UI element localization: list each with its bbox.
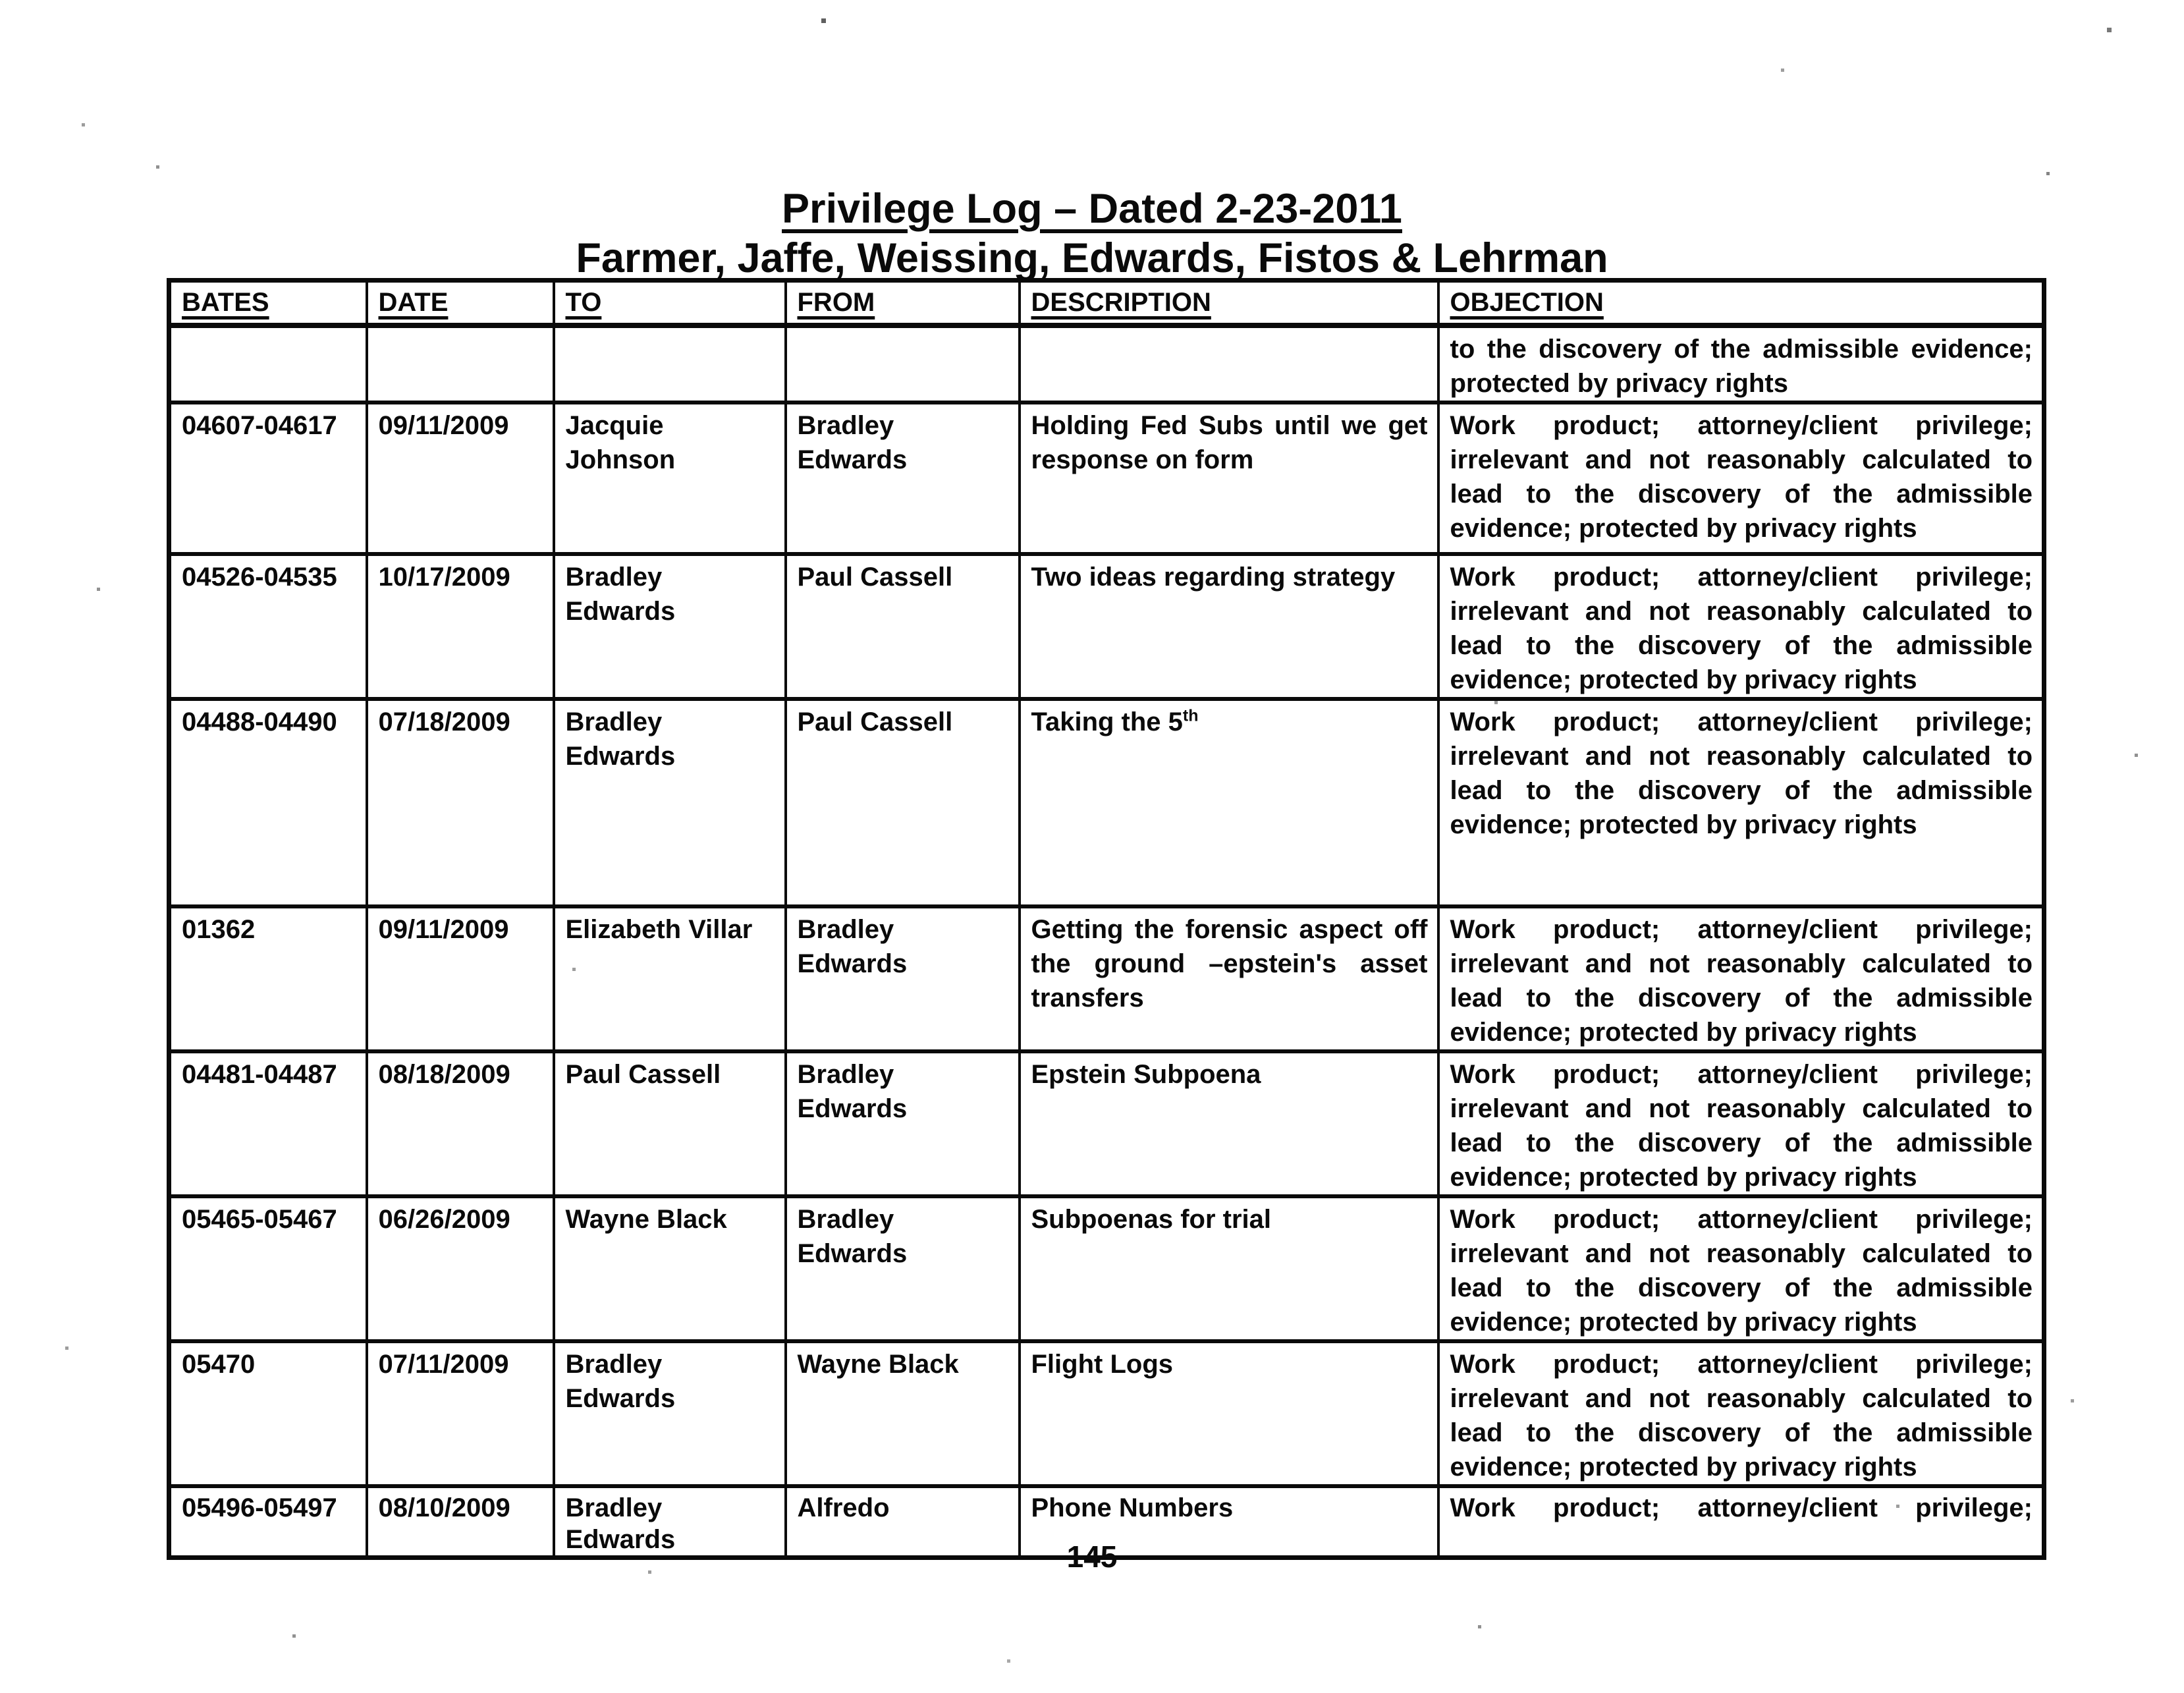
page-subtitle: Farmer, Jaffe, Weissing, Edwards, Fistos & Lehrman <box>576 235 1608 281</box>
cell-bates: 04488-04490 <box>169 699 367 906</box>
page-number: 145 <box>1066 1540 1118 1574</box>
cell-to: Bradley Edwards <box>554 1341 786 1486</box>
cell-from: Paul Cassell <box>786 699 1020 906</box>
header-row <box>169 281 2044 326</box>
table-row <box>169 1341 2044 1486</box>
cell-objection: to the discovery of the admissible evidence; protected by privacy rights <box>1438 325 2044 402</box>
cell-date: 06/26/2009 <box>367 1196 554 1341</box>
cell-objection: Work product; attorney/client privilege; irrelevant and not reasonably calculated to lead to the discovery of the admissible evidence; protected by privacy rights <box>1438 1196 2044 1341</box>
cell-objection: Work product; attorney/client privilege; irrelevant and not reasonably calculated to lead to the discovery of the admissible evidence; protected by privacy rights <box>1438 1051 2044 1196</box>
cell-description: Phone Numbers <box>1020 1486 1438 1558</box>
cell-to: Elizabeth Villar <box>554 906 786 1051</box>
cell-objection: Work product; attorney/client privilege; irrelevant and not reasonably calculated to lead to the discovery of the admissible evidence; protected by privacy rights <box>1438 402 2044 554</box>
cell-date: 07/18/2009 <box>367 699 554 906</box>
column-header-bates: BATES <box>169 281 367 326</box>
table-row <box>169 402 2044 554</box>
table-row <box>169 906 2044 1051</box>
table-row <box>169 699 2044 906</box>
cell-bates: 04607-04617 <box>169 402 367 554</box>
cell-from: Bradley Edwards <box>786 1051 1020 1196</box>
column-header-date: DATE <box>367 281 554 326</box>
cell-objection: Work product; attorney/client privilege; irrelevant and not reasonably calculated to lead to the discovery of the admissible evidence; protected by privacy rights <box>1438 1341 2044 1486</box>
cell-bates: 05465-05467 <box>169 1196 367 1341</box>
cell-description: Subpoenas for trial <box>1020 1196 1438 1341</box>
cell-objection: Work product; attorney/client privilege; irrelevant and not reasonably calculated to lead to the discovery of the admissible evidence; protected by privacy rights <box>1438 906 2044 1051</box>
cell-objection: Work product; attorney/client privilege; irrelevant and not reasonably calculated to lead to the discovery of the admissible evidence; protected by privacy rights <box>1438 554 2044 699</box>
cell-from <box>786 325 1020 402</box>
column-header-to: TO <box>554 281 786 326</box>
table-row <box>169 1196 2044 1341</box>
table-row <box>169 325 2044 402</box>
cell-description: Flight Logs <box>1020 1341 1438 1486</box>
cell-from: Bradley Edwards <box>786 402 1020 554</box>
column-header-from: FROM <box>786 281 1020 326</box>
cell-from: Bradley Edwards <box>786 906 1020 1051</box>
cell-description: Epstein Subpoena <box>1020 1051 1438 1196</box>
column-header-description: DESCRIPTION <box>1020 281 1438 326</box>
cell-bates: 01362 <box>169 906 367 1051</box>
table-row <box>169 1051 2044 1196</box>
cell-from: Bradley Edwards <box>786 1196 1020 1341</box>
column-header-objection: OBJECTION <box>1438 281 2044 326</box>
cell-to: Jacquie Johnson <box>554 402 786 554</box>
cell-date: 08/18/2009 <box>367 1051 554 1196</box>
cell-from: Alfredo <box>786 1486 1020 1558</box>
cell-from: Paul Cassell <box>786 554 1020 699</box>
cell-objection: Work product; attorney/client privilege; irrelevant and not reasonably calculated to lead to the discovery of the admissible evidence; protected by privacy rights <box>1438 699 2044 906</box>
cell-description: Holding Fed Subs until we get response on form <box>1020 402 1438 554</box>
cell-bates <box>169 325 367 402</box>
page-title: Privilege Log – Dated 2-23-2011 <box>782 186 1402 232</box>
ordinal-superscript: th <box>1182 706 1199 725</box>
cell-to: Bradley Edwards <box>554 1486 786 1558</box>
cell-date: 08/10/2009 <box>367 1486 554 1558</box>
cell-bates: 04526-04535 <box>169 554 367 699</box>
cell-date: 09/11/2009 <box>367 906 554 1051</box>
cell-description: Taking the 5th <box>1020 699 1438 906</box>
cell-description: Getting the forensic aspect off the ground –epstein's asset transfers <box>1020 906 1438 1051</box>
privilege-log-table <box>167 278 2046 1560</box>
cell-objection: Work product; attorney/client privilege; <box>1438 1486 2044 1558</box>
cell-date: 09/11/2009 <box>367 402 554 554</box>
cell-to: Bradley Edwards <box>554 554 786 699</box>
cell-bates: 05470 <box>169 1341 367 1486</box>
cell-from: Wayne Black <box>786 1341 1020 1486</box>
table-row <box>169 554 2044 699</box>
cell-date: 07/11/2009 <box>367 1341 554 1486</box>
cell-bates: 05496-05497 <box>169 1486 367 1558</box>
cell-to: Wayne Black <box>554 1196 786 1341</box>
cell-to: Bradley Edwards <box>554 699 786 906</box>
cell-date <box>367 325 554 402</box>
cell-description: Two ideas regarding strategy <box>1020 554 1438 699</box>
cell-to: Paul Cassell <box>554 1051 786 1196</box>
cell-description <box>1020 325 1438 402</box>
cell-to <box>554 325 786 402</box>
cell-bates: 04481-04487 <box>169 1051 367 1196</box>
cell-date: 10/17/2009 <box>367 554 554 699</box>
scan-noise <box>0 0 2 2</box>
